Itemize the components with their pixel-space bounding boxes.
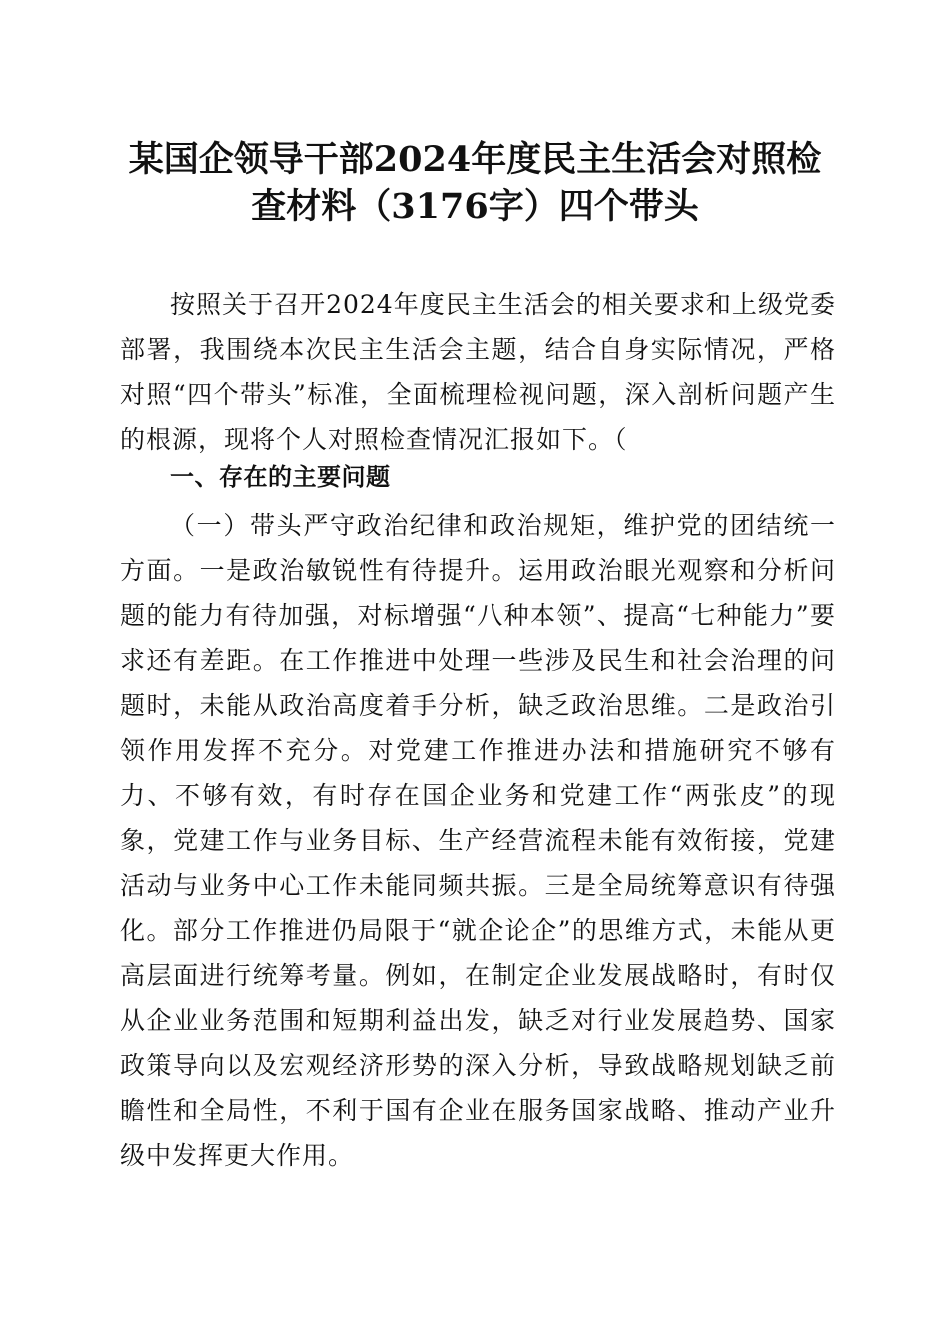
document-title-line-1: 某国企领导干部2024年度民主生活会对照检 [128, 139, 822, 180]
document-title [100, 136, 850, 230]
subsection-1-body: 一是政治敏锐性有待提升。运用政治眼光观察和分析问题的能力有待加强，对标增强“八种本领”、提高“七种能力”要求还有差距。在工作推进中处理一些涉及民生和社会治理的问题时，未能从政治高度着手分析，缺乏政治思维。二是政治引领作用发挥不充分。对党建工作推进办法和措施研究不够有力、不够有效，有时存在国企业务和党建工作“两张皮”的现象，党建工作与业务目标、生产经营流程未能有效衔接，党建活动与业务中心工作未能同频共振。三是全局统筹意识有待强化。部分工作推进仍局限于“就企论企”的思维方式，未能从更高层面进行统筹考量。例如，在制定企业发展战略时，有时仅从企业业务范围和短期利益出发，缺乏对行业发展趋势、国家政策导向以及宏观经济形势的深入分析，导致战略规划缺乏前瞻性和全局性，不利于国有企业在服务国家战略、推动产业升级中发挥更大作用。 [120, 556, 836, 1170]
section-heading-problems: 一、存在的主要问题 [170, 463, 391, 491]
subsection-1-paragraph [120, 503, 836, 1178]
intro-paragraph: 按照关于召开2024年度民主生活会的相关要求和上级党委部署，我围绕本次民主生活会主题，结合自身实际情况，严格对照“四个带头”标准，全面梳理检视问题，深入剖析问题产生的根源，现将个人对照检查情况汇报如下。（ [120, 290, 836, 454]
subsection-1-heading: （一）带头严守政治纪律和政治规矩，维护党的团结统一方面。 [120, 511, 836, 585]
document-title-line-2: 查材料（3176字）四个带头 [251, 186, 699, 227]
